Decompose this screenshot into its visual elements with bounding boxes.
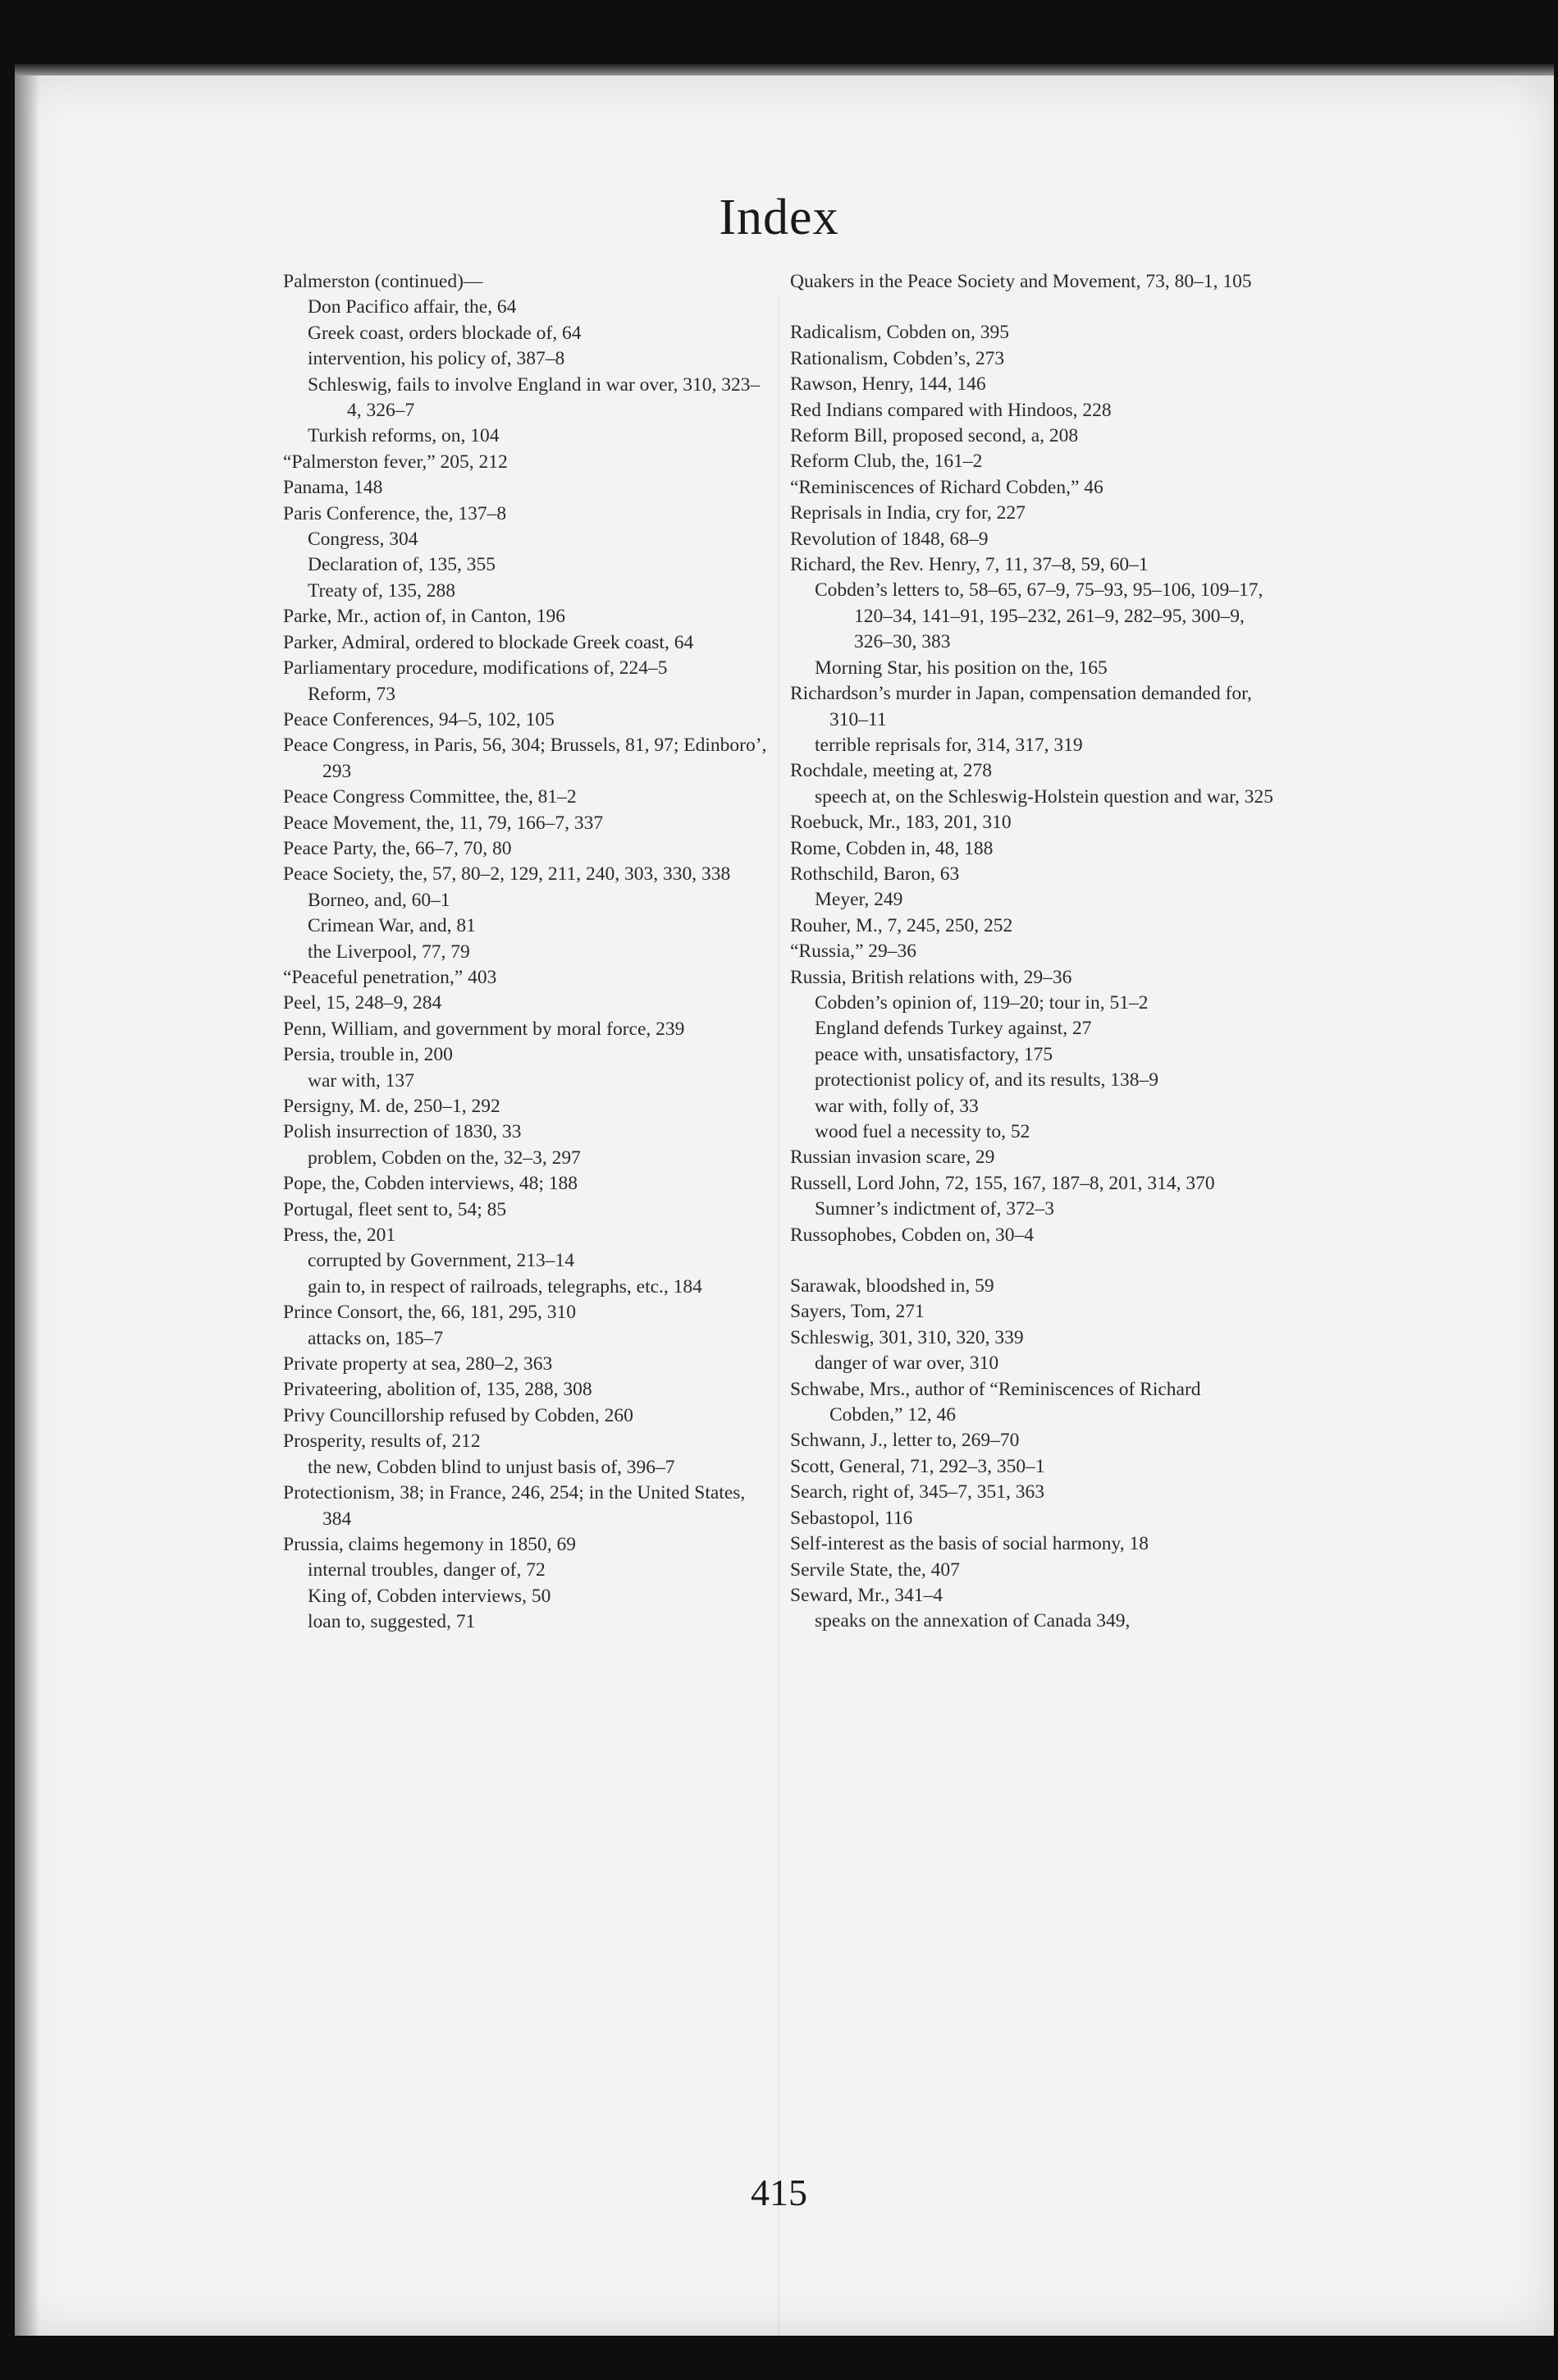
column-divider — [778, 295, 779, 2380]
index-entry: Schleswig, 301, 310, 320, 339 — [790, 1326, 1024, 1348]
index-entry: Polish insurrection of 1830, 33 — [283, 1121, 522, 1143]
index-entry: Rawson, Henry, 144, 146 — [790, 373, 986, 396]
index-column-left — [283, 269, 771, 1636]
index-entry: Paris Conference, the, 137–8 — [283, 502, 507, 524]
index-entry: Parliamentary procedure, modifications of, 224–5 — [283, 657, 668, 680]
index-subentry: Reform, 73 — [308, 683, 396, 705]
index-entry: Private property at sea, 280–2, 363 — [283, 1353, 553, 1375]
index-subentry: war with, 137 — [308, 1069, 414, 1092]
index-entry: Portugal, fleet sent to, 54; 85 — [283, 1198, 507, 1220]
page-gutter-shadow — [15, 76, 39, 2336]
index-subentry: protectionist policy of, and its results, 138–9 — [815, 1069, 1159, 1092]
book-page — [15, 76, 1554, 2336]
index-entry: Richard, the Rev. Henry, 7, 11, 37–8, 59, 60–1 — [790, 554, 1149, 576]
index-subentry: Cobden’s letters to, 58–65, 67–9, 75–93, 95–106, 109–17, 120–34, 141–91, 195–232, 261–9, 282–95, 300–9, 326–30, 383 — [815, 579, 1263, 653]
index-entry: Sarawak, bloodshed in, 59 — [790, 1275, 994, 1298]
index-subentry: wood fuel a necessity to, 52 — [815, 1121, 1030, 1142]
index-entry: “Russia,” 29–36 — [790, 941, 917, 963]
index-entry: Peace Movement, the, 11, 79, 166–7, 337 — [283, 812, 604, 834]
index-subentry: Schleswig, fails to involve England in war over, 310, 323–4, 326–7 — [308, 373, 761, 422]
index-subentry: Morning Star, his position on the, 165 — [815, 657, 1108, 679]
index-entry: Peel, 15, 248–9, 284 — [283, 992, 442, 1014]
index-entry: Parke, Mr., action of, in Canton, 196 — [283, 606, 565, 628]
index-subentry: the new, Cobden blind to unjust basis of, 396–7 — [308, 1456, 675, 1478]
index-subentry: the Liverpool, 77, 79 — [308, 941, 470, 963]
index-entry: Rouher, M., 7, 245, 250, 252 — [790, 914, 1013, 936]
index-subentry: Sumner’s indictment of, 372–3 — [815, 1198, 1054, 1220]
index-entry: Rochdale, meeting at, 278 — [790, 760, 993, 782]
index-entry: Rationalism, Cobden’s, 273 — [790, 347, 1005, 369]
page-number: 415 — [751, 2172, 807, 2213]
index-subentry: Greek coast, orders blockade of, 64 — [308, 322, 582, 344]
index-subentry: attacks on, 185–7 — [308, 1327, 444, 1349]
index-entry: Sayers, Tom, 271 — [790, 1301, 925, 1323]
index-subentry: Turkish reforms, on, 104 — [308, 425, 500, 447]
index-entry: Russian invasion scare, 29 — [790, 1147, 995, 1169]
index-entry: Quakers in the Peace Society and Movement, 73, 80–1, 105 — [790, 271, 1252, 292]
index-subentry: Crimean War, and, 81 — [308, 915, 476, 937]
index-entry: Seward, Mr., 341–4 — [790, 1584, 943, 1606]
index-entry: Peace Society, the, 57, 80–2, 129, 211, 240, 303, 330, 338 — [283, 863, 731, 886]
index-subentry: speaks on the annexation of Canada 349, — [815, 1610, 1131, 1632]
section-gap — [790, 295, 1274, 320]
index-entry: “Reminiscences of Richard Cobden,” 46 — [790, 476, 1103, 498]
index-entry: Russell, Lord John, 72, 155, 167, 187–8, 201, 314, 370 — [790, 1172, 1215, 1194]
index-subentry: Borneo, and, 60–1 — [308, 889, 450, 911]
index-subentry: speech at, on the Schleswig-Holstein question and war, 325 — [815, 785, 1274, 808]
page-title: Index — [719, 190, 839, 245]
index-subentry: corrupted by Government, 213–14 — [308, 1250, 575, 1272]
index-subentry: problem, Cobden on the, 32–3, 297 — [308, 1147, 581, 1169]
index-entry: Persigny, M. de, 250–1, 292 — [283, 1096, 500, 1117]
index-subentry: Cobden’s opinion of, 119–20; tour in, 51–2 — [815, 991, 1149, 1014]
index-entry: Persia, trouble in, 200 — [283, 1044, 453, 1066]
index-entry: Red Indians compared with Hindoos, 228 — [790, 399, 1112, 421]
index-subentry: loan to, suggested, 71 — [308, 1611, 476, 1633]
index-entry: “Peaceful penetration,” 403 — [283, 966, 497, 988]
index-subentry: danger of war over, 310 — [815, 1352, 999, 1375]
index-entry: Schwann, J., letter to, 269–70 — [790, 1430, 1020, 1452]
index-entry: Peace Party, the, 66–7, 70, 80 — [283, 837, 512, 859]
index-subentry: King of, Cobden interviews, 50 — [308, 1585, 551, 1607]
index-subentry: Declaration of, 135, 355 — [308, 554, 496, 576]
index-subentry: Meyer, 249 — [815, 889, 903, 911]
index-subentry: peace with, unsatisfactory, 175 — [815, 1043, 1053, 1065]
index-entry: Search, right of, 345–7, 351, 363 — [790, 1481, 1045, 1504]
index-entry: Schwabe, Mrs., author of “Reminiscences of Richard Cobden,” 12, 46 — [790, 1378, 1201, 1426]
index-entry: Scott, General, 71, 292–3, 350–1 — [790, 1455, 1045, 1477]
index-entry: Roebuck, Mr., 183, 201, 310 — [790, 812, 1012, 834]
index-entry: Privateering, abolition of, 135, 288, 308 — [283, 1379, 592, 1401]
index-entry: “Palmerston fever,” 205, 212 — [283, 451, 508, 473]
section-gap — [790, 1248, 1274, 1274]
index-entry: Rome, Cobden in, 48, 188 — [790, 837, 994, 859]
index-subentry: gain to, in respect of railroads, telegraphs, etc., 184 — [308, 1275, 702, 1298]
index-entry: Parker, Admiral, ordered to blockade Greek coast, 64 — [283, 631, 694, 653]
index-entry: Reform Bill, proposed second, a, 208 — [790, 425, 1079, 447]
index-entry: Radicalism, Cobden on, 395 — [790, 322, 1009, 344]
index-entry: Peace Conferences, 94–5, 102, 105 — [283, 708, 555, 730]
index-column-right — [790, 269, 1274, 1635]
index-entry: Self-interest as the basis of social harmony, 18 — [790, 1533, 1149, 1555]
index-entry: Servile State, the, 407 — [790, 1558, 960, 1581]
index-entry: Prince Consort, the, 66, 181, 295, 310 — [283, 1302, 577, 1324]
index-entry: Prussia, claims hegemony in 1850, 69 — [283, 1533, 577, 1555]
index-subentry: intervention, his policy of, 387–8 — [308, 348, 565, 370]
index-entry: Revolution of 1848, 68–9 — [790, 528, 989, 550]
index-entry: Reprisals in India, cry for, 227 — [790, 502, 1026, 524]
index-entry: Palmerston (continued)— — [283, 271, 483, 292]
index-entry: Privy Councillorship refused by Cobden, 260 — [283, 1404, 633, 1426]
index-entry: Sebastopol, 116 — [790, 1507, 913, 1529]
index-subentry: internal troubles, danger of, 72 — [308, 1559, 546, 1581]
index-entry: Russophobes, Cobden on, 30–4 — [790, 1224, 1035, 1246]
index-subentry: England defends Turkey against, 27 — [815, 1018, 1092, 1040]
index-entry: Richardson’s murder in Japan, compensation demanded for, 310–11 — [790, 683, 1252, 730]
index-entry: Prosperity, results of, 212 — [283, 1430, 481, 1453]
index-subentry: Treaty of, 135, 288 — [308, 579, 455, 602]
index-entry: Peace Congress, in Paris, 56, 304; Brussels, 81, 97; Edinboro’, 293 — [283, 735, 767, 782]
index-entry: Protectionism, 38; in France, 246, 254; in the United States, 384 — [283, 1482, 746, 1530]
index-subentry: Congress, 304 — [308, 529, 418, 551]
index-subentry: terrible reprisals for, 314, 317, 319 — [815, 734, 1083, 756]
index-entry: Panama, 148 — [283, 477, 383, 499]
index-entry: Reform Club, the, 161–2 — [790, 451, 983, 473]
index-entry: Pope, the, Cobden interviews, 48; 188 — [283, 1173, 578, 1195]
index-entry: Press, the, 201 — [283, 1224, 396, 1247]
index-entry: Rothschild, Baron, 63 — [790, 863, 960, 885]
index-subentry: Don Pacifico affair, the, 64 — [308, 296, 517, 318]
index-entry: Penn, William, and government by moral force, 239 — [283, 1018, 685, 1040]
index-entry: Russia, British relations with, 29–36 — [790, 966, 1072, 988]
index-entry: Peace Congress Committee, the, 81–2 — [283, 786, 577, 808]
index-subentry: war with, folly of, 33 — [815, 1095, 979, 1117]
